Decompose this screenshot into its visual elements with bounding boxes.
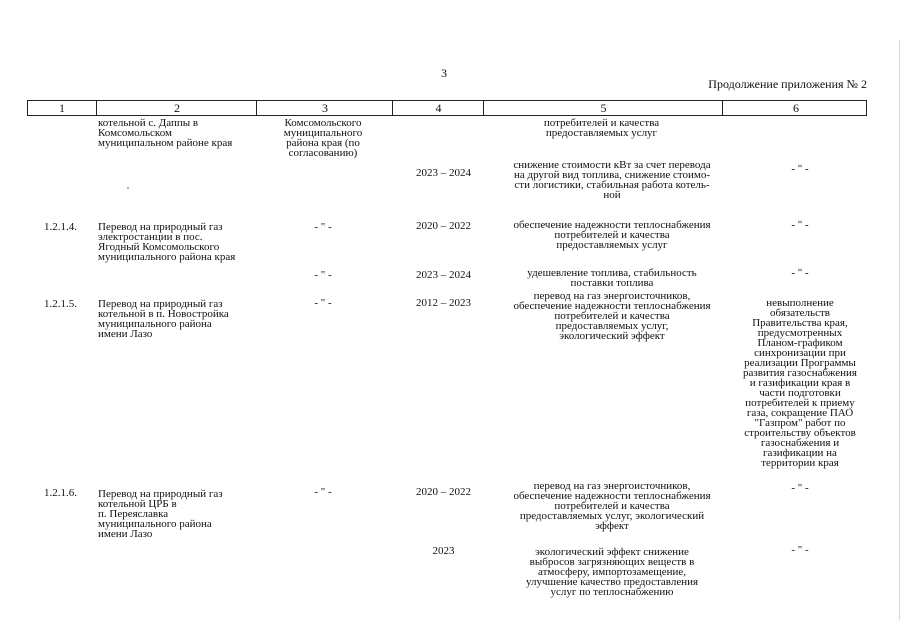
page-number: 3 — [441, 66, 447, 80]
risk-cell: - " - — [791, 163, 809, 175]
scan-margin-line — [899, 40, 900, 620]
column-header-3: 3 — [256, 101, 393, 115]
period-cell: 2020 – 2022 — [416, 486, 471, 498]
column-header-2: 2 — [96, 101, 257, 115]
risk-cell: - " - — [791, 267, 809, 279]
period-cell: 2012 – 2023 — [416, 297, 471, 309]
column-header-4: 4 — [392, 101, 484, 115]
expected-result-cell: обеспечение надежности теплоснабжения потребителей и качества предоставляемых услуг — [513, 219, 711, 251]
column-header-6: 6 — [722, 101, 869, 115]
risk-cell: - " - — [791, 544, 809, 556]
executor-cell: - " - — [314, 486, 332, 498]
measure-name: Перевод на природный газ котельной в п. Новостройка муниципального района имени Лазо — [98, 298, 229, 340]
executor-cell: - " - — [314, 269, 332, 281]
scan-speck — [127, 187, 129, 189]
expected-result-cell: перевод на газ энергоисточников, обеспечение надежности теплоснабжения потребителей и качества предоставляемых услуг, экологический эффект — [513, 480, 711, 532]
item-number: 1.2.1.4. — [44, 221, 77, 233]
period-cell: 2020 – 2022 — [416, 220, 471, 232]
period-cell: 2023 – 2024 — [416, 167, 471, 179]
measure-name: Перевод на природный газ котельной ЦРБ в п. Переяславка муниципального района имени Лазо — [98, 488, 223, 540]
executor-cell: - " - — [314, 297, 332, 309]
measure-name: Перевод на природный газ электростанции в пос. Ягодный Комсомольского муниципального района края — [98, 221, 236, 263]
expected-result-cell: удешевление топлива, стабильность поставки топлива — [527, 267, 697, 289]
column-header-5: 5 — [483, 101, 723, 115]
item-number: 1.2.1.5. — [44, 298, 77, 310]
item-number: 1.2.1.6. — [44, 487, 77, 499]
period-cell: 2023 – 2024 — [416, 269, 471, 281]
expected-result-cell: снижение стоимости кВт за счет перевода на другой вид топлива, снижение стоимо- сти логистики, стабильная работа котель- ной — [513, 159, 711, 201]
risk-cell: - " - — [791, 219, 809, 231]
table-header-row — [27, 100, 867, 116]
expected-result-cell: перевод на газ энергоисточников, обеспечение надежности теплоснабжения потребителей и качества предоставляемых услуг, экологический эффект — [513, 290, 711, 342]
measure-name: котельной с. Даппы в Комсомольском муниципальном районе края — [98, 117, 233, 149]
column-header-1: 1 — [59, 101, 65, 115]
risk-cell: - " - — [791, 482, 809, 494]
executor-cell: - " - — [314, 221, 332, 233]
period-cell: 2023 — [432, 545, 455, 557]
expected-result-cell: потребителей и качества предоставляемых услуг — [543, 117, 660, 139]
risk-cell: невыполнение обязательств Правительства края, предусмотренных Планом-графиком синхронизации при реализации Программы развития газоснабжения и газификации края в части подготовки потребителей к приему газа, сокращение ПАО "Газпром" работ по строительству объектов газоснабжения и газификации на территории края — [743, 297, 857, 469]
expected-result-cell: экологический эффект снижение выбросов загрязняющих веществ в атмосферу, импортозамещение, улучшение качество предоставления услуг по теплоснабжению — [525, 546, 699, 598]
executor-cell: Комсомольского муниципального района края (по согласованию) — [283, 117, 363, 159]
appendix-continuation-label: Продолжение приложения № 2 — [708, 77, 867, 91]
